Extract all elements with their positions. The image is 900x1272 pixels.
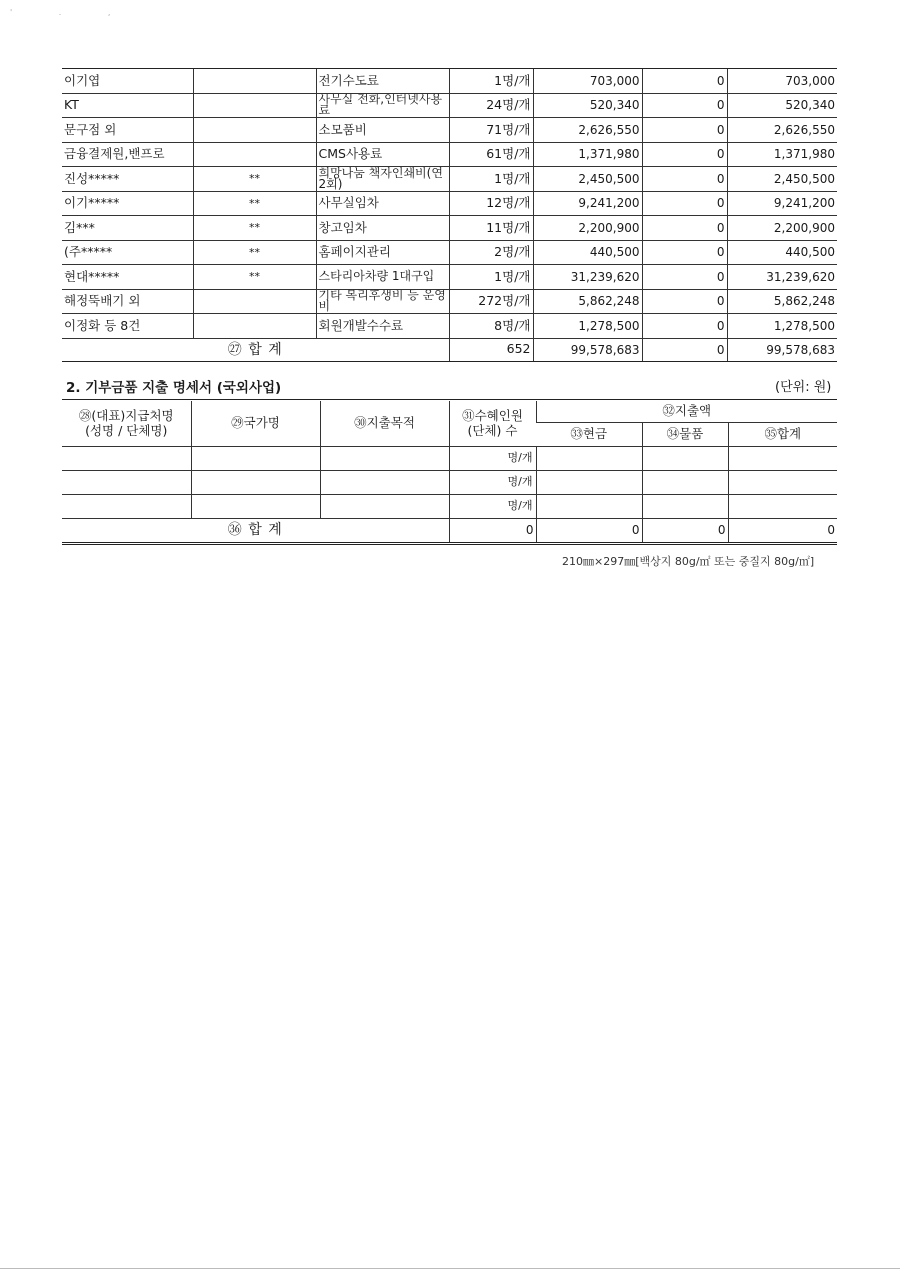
cash-cell: 2,200,900 <box>533 216 642 241</box>
count-cell: 8명/개 <box>449 314 533 339</box>
count-cell: 명/개 <box>449 495 536 519</box>
goods-cell: 0 <box>642 118 727 143</box>
sum-total: 0 <box>728 519 837 544</box>
purpose-cell: 홈페이지관리 <box>316 240 449 265</box>
purpose-cell: 소모품비 <box>316 118 449 143</box>
header-cash: ㉝현금 <box>536 423 642 447</box>
total-cell <box>728 471 837 495</box>
payee-cell: 문구점 외 <box>62 118 193 143</box>
sum-cash: 0 <box>536 519 642 544</box>
goods-cell: 0 <box>642 69 727 94</box>
id-cell: ** <box>193 167 316 192</box>
table-row <box>62 240 837 265</box>
sum-goods: 0 <box>642 519 728 544</box>
total-cell: 31,239,620 <box>727 265 837 290</box>
table-row <box>62 447 837 471</box>
count-cell: 71명/개 <box>449 118 533 143</box>
id-cell <box>193 69 316 94</box>
payee-cell: (주***** <box>62 240 193 265</box>
header-country: ㉙국가명 <box>191 401 320 447</box>
id-cell <box>193 289 316 314</box>
purpose-cell: 희망나눔 책자인쇄비(연2회) <box>316 167 449 192</box>
header-amount: ㉜지출액 <box>536 401 837 423</box>
cash-cell: 2,450,500 <box>533 167 642 192</box>
purpose-cell: 사무실임차 <box>316 191 449 216</box>
scan-edge-line <box>0 1268 900 1269</box>
section-title: 2. 기부금품 지출 명세서 (국외사업) <box>66 380 282 396</box>
sum-count: 0 <box>449 519 536 544</box>
id-cell: ** <box>193 265 316 290</box>
header-beneficiary-line1: ㉛수혜인원 <box>462 408 523 424</box>
table-row <box>62 471 837 495</box>
goods-cell: 0 <box>642 142 727 167</box>
payee-cell: 진성***** <box>62 167 193 192</box>
id-cell <box>193 93 316 118</box>
count-cell: 1명/개 <box>449 265 533 290</box>
payee-cell: 금융결제원,밴프로 <box>62 142 193 167</box>
sum-total: 99,578,683 <box>727 338 837 361</box>
table-row <box>62 191 837 216</box>
id-cell: ** <box>193 216 316 241</box>
cash-cell: 31,239,620 <box>533 265 642 290</box>
section-divider <box>62 399 837 400</box>
sum-row <box>62 519 837 544</box>
purpose-cell <box>320 447 449 471</box>
header-payee <box>62 401 191 447</box>
payee-cell <box>62 471 191 495</box>
goods-cell: 0 <box>642 314 727 339</box>
count-cell: 24명/개 <box>449 93 533 118</box>
purpose-cell: 사무실 전화,인터넷사용료 <box>316 93 449 118</box>
goods-cell <box>642 447 728 471</box>
goods-cell: 0 <box>642 240 727 265</box>
purpose-cell: 전기수도료 <box>316 69 449 94</box>
table-row <box>62 167 837 192</box>
scan-specks: ' . , <box>10 8 133 17</box>
table-row <box>62 69 837 94</box>
count-cell: 1명/개 <box>449 69 533 94</box>
cash-cell: 9,241,200 <box>533 191 642 216</box>
total-cell: 5,862,248 <box>727 289 837 314</box>
cash-cell <box>536 471 642 495</box>
sum-row <box>62 338 837 361</box>
total-cell: 520,340 <box>727 93 837 118</box>
sum-label: ㊱ 합 계 <box>62 519 449 544</box>
header-total: ㉟합계 <box>728 423 837 447</box>
purpose-cell <box>320 495 449 519</box>
header-beneficiary <box>449 401 536 447</box>
total-cell <box>728 447 837 471</box>
cash-cell: 520,340 <box>533 93 642 118</box>
count-cell: 명/개 <box>449 471 536 495</box>
cash-cell: 703,000 <box>533 69 642 94</box>
cash-cell <box>536 447 642 471</box>
goods-cell: 0 <box>642 265 727 290</box>
header-payee-line2: (성명 / 단체명) <box>85 422 168 438</box>
table-row <box>62 495 837 519</box>
total-cell: 1,278,500 <box>727 314 837 339</box>
sum-goods: 0 <box>642 338 727 361</box>
header-purpose: ㉚지출목적 <box>320 401 449 447</box>
total-cell: 9,241,200 <box>727 191 837 216</box>
purpose-cell: 기타 복리후생비 등 운영비 <box>316 289 449 314</box>
payee-cell: 김*** <box>62 216 193 241</box>
table-row <box>62 118 837 143</box>
count-cell: 1명/개 <box>449 167 533 192</box>
table-row <box>62 93 837 118</box>
header-row <box>62 401 837 423</box>
payee-cell: 이기***** <box>62 191 193 216</box>
table-row <box>62 142 837 167</box>
paper-spec-footnote: 210㎜×297㎜[백상지 80g/㎡ 또는 중질지 80g/㎡] <box>562 555 815 568</box>
id-cell <box>193 142 316 167</box>
header-beneficiary-line2: (단체) 수 <box>467 422 518 438</box>
payee-cell <box>62 447 191 471</box>
purpose-cell <box>320 471 449 495</box>
total-cell: 2,200,900 <box>727 216 837 241</box>
table-row <box>62 289 837 314</box>
payee-cell: 해정뚝배기 외 <box>62 289 193 314</box>
total-cell: 2,626,550 <box>727 118 837 143</box>
overseas-expenditure-table <box>62 401 837 545</box>
total-cell: 440,500 <box>727 240 837 265</box>
country-cell <box>191 447 320 471</box>
payee-cell <box>62 495 191 519</box>
goods-cell <box>642 495 728 519</box>
id-cell: ** <box>193 240 316 265</box>
sum-cash: 99,578,683 <box>533 338 642 361</box>
table-row <box>62 216 837 241</box>
header-goods: ㉞물품 <box>642 423 728 447</box>
payee-cell: KT <box>62 93 193 118</box>
id-cell: ** <box>193 191 316 216</box>
header-payee-line1: ㉘(대표)지급처명 <box>78 408 174 424</box>
goods-cell: 0 <box>642 93 727 118</box>
sum-count: 652 <box>449 338 533 361</box>
count-cell: 272명/개 <box>449 289 533 314</box>
table-row <box>62 265 837 290</box>
purpose-cell: CMS사용료 <box>316 142 449 167</box>
count-cell: 2명/개 <box>449 240 533 265</box>
total-cell: 703,000 <box>727 69 837 94</box>
count-cell: 12명/개 <box>449 191 533 216</box>
cash-cell: 1,278,500 <box>533 314 642 339</box>
cash-cell: 440,500 <box>533 240 642 265</box>
goods-cell: 0 <box>642 289 727 314</box>
id-cell <box>193 314 316 339</box>
count-cell: 11명/개 <box>449 216 533 241</box>
cash-cell: 5,862,248 <box>533 289 642 314</box>
sum-label: ㉗ 합 계 <box>62 338 449 361</box>
expenditure-table <box>62 68 837 362</box>
count-cell: 명/개 <box>449 447 536 471</box>
purpose-cell: 스타리아차량 1대구입 <box>316 265 449 290</box>
total-cell <box>728 495 837 519</box>
purpose-cell: 창고임차 <box>316 216 449 241</box>
goods-cell: 0 <box>642 216 727 241</box>
count-cell: 61명/개 <box>449 142 533 167</box>
payee-cell: 이정화 등 8건 <box>62 314 193 339</box>
country-cell <box>191 495 320 519</box>
id-cell <box>193 118 316 143</box>
goods-cell <box>642 471 728 495</box>
cash-cell: 2,626,550 <box>533 118 642 143</box>
payee-cell: 현대***** <box>62 265 193 290</box>
total-cell: 2,450,500 <box>727 167 837 192</box>
cash-cell <box>536 495 642 519</box>
unit-label: (단위: 원) <box>775 380 832 395</box>
purpose-cell: 회원개발수수료 <box>316 314 449 339</box>
country-cell <box>191 471 320 495</box>
total-cell: 1,371,980 <box>727 142 837 167</box>
table-row <box>62 314 837 339</box>
goods-cell: 0 <box>642 191 727 216</box>
payee-cell: 이기엽 <box>62 69 193 94</box>
goods-cell: 0 <box>642 167 727 192</box>
cash-cell: 1,371,980 <box>533 142 642 167</box>
